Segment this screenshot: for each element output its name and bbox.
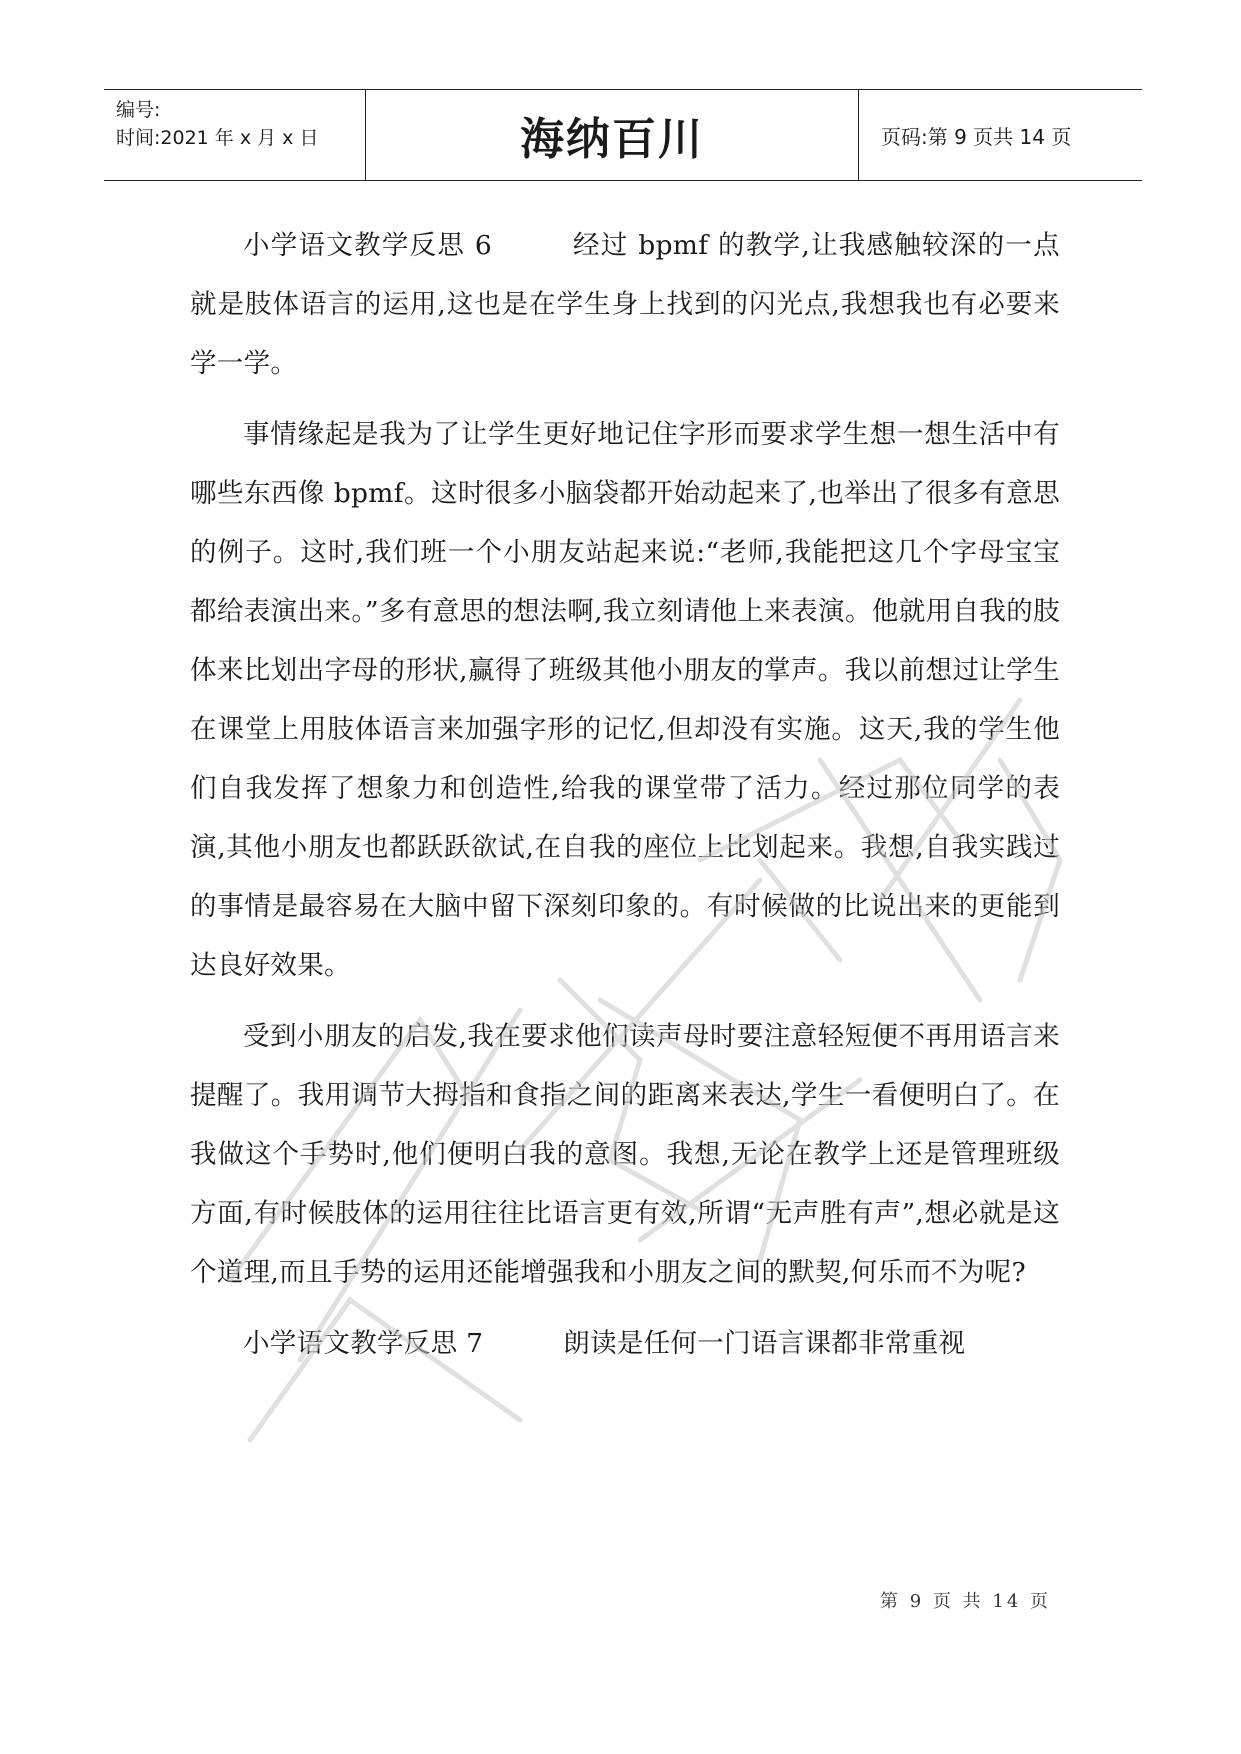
paragraph	[190, 405, 1060, 995]
paragraph	[190, 1007, 1060, 1302]
document-number-label: 编号:	[116, 99, 161, 121]
section-heading: 小学语文教学反思 7	[243, 1328, 484, 1359]
paragraph-text: 事情缘起是我为了让学生更好地记住字形而要求学生想一想生活中有哪些东西像 bpmf。这时很多小脑袋都开始动起来了,也举出了很多有意思的例子。这时,我们班一个小朋友站起来说:“老师,我能把这几个字母宝宝都给表演出来。”多有意思的想法啊,我立刻请他上来表演。他就用自我的肢体来比划出字母的形状,赢得了班级其他小朋友的掌声。我以前想过让学生在课堂上用肢体语言来加强字形的记忆,但却没有实施。这天,我的学生他们自我发挥了想象力和创造性,给我的课堂带了活力。经过那位同学的表演,其他小朋友也都跃跃欲试,在自我的座位上比划起来。我想,自我实践过的事情是最容易在大脑中留下深刻印象的。有时候做的比说出来的更能到达良好效果。	[190, 419, 1060, 981]
document-body	[190, 216, 1060, 1385]
header-title: 海纳百川	[366, 90, 859, 180]
paragraph	[190, 216, 1060, 393]
section-heading: 小学语文教学反思 6	[243, 230, 493, 261]
paragraph	[190, 1314, 1060, 1373]
page-footer: 第 9 页 共 14 页	[880, 1591, 1051, 1612]
page-header	[104, 89, 1142, 181]
header-meta	[104, 90, 366, 180]
document-date: 时间:2021 年 x 月 x 日	[116, 127, 319, 149]
paragraph-text: 朗读是任何一门语言课都非常重视	[563, 1328, 966, 1359]
paragraph-text: 受到小朋友的启发,我在要求他们读声母时要注意轻短便不再用语言来提醒了。我用调节大拇指和食指之间的距离来表达,学生一看便明白了。在我做这个手势时,他们便明白我的意图。我想,无论在教学上还是管理班级方面,有时候肢体的运用往往比语言更有效,所谓“无声胜有声”,想必就是这个道理,而且手势的运用还能增强我和小朋友之间的默契,何乐而不为呢?	[190, 1021, 1060, 1288]
header-page-info: 页码:第 9 页共 14 页	[881, 124, 1072, 149]
paragraph-text: 经过 bpmf 的教学,让我感触较深的一点就是肢体语言的运用,这也是在学生身上找到的闪光点,我想我也有必要来学一学。	[190, 230, 1060, 379]
